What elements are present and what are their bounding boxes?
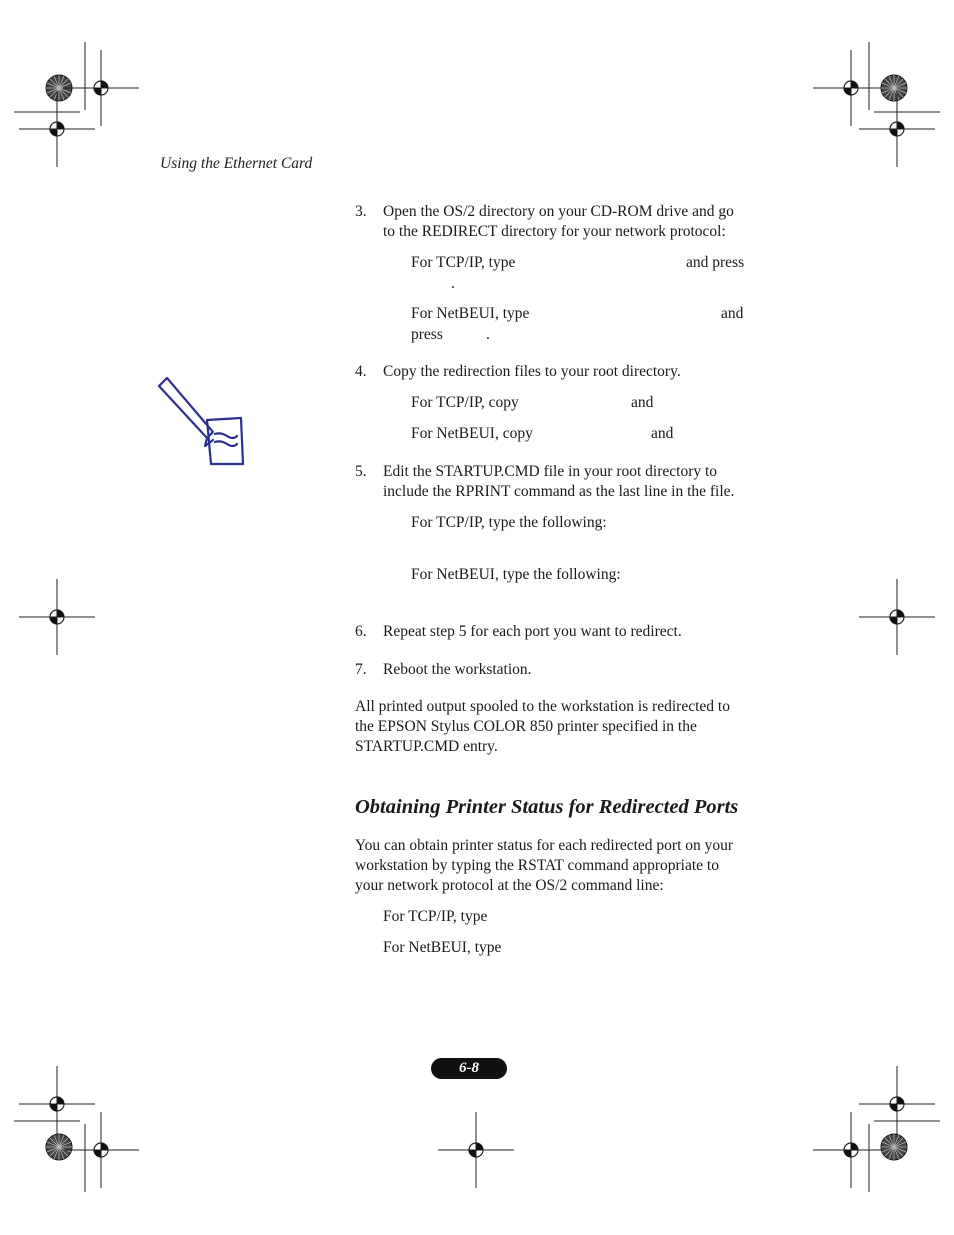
registration-mark-icon (813, 1112, 889, 1188)
step-number: 3. (355, 203, 367, 220)
step-number: 5. (355, 463, 367, 480)
registration-mark-icon (19, 1066, 95, 1142)
instruction-text: and (721, 305, 744, 322)
instruction-text: For NetBEUI, copy (411, 425, 533, 442)
page-number: 6-8 (431, 1058, 507, 1079)
paragraph-line: STARTUP.CMD entry. (355, 738, 498, 755)
step-text: Reboot the workstation. (383, 661, 532, 678)
step-number: 7. (355, 661, 367, 678)
paragraph-line: your network protocol at the OS/2 command line: (355, 877, 664, 894)
instruction-text: For TCP/IP, type the following: (411, 514, 607, 531)
instruction-text: For NetBEUI, type the following: (411, 566, 621, 583)
instruction-text: . (451, 275, 455, 292)
step-text: to the REDIRECT directory for your network protocol: (383, 223, 726, 240)
instruction-text: For TCP/IP, type (411, 254, 516, 271)
note-pencil-icon (155, 374, 251, 470)
registration-mark-icon (859, 579, 935, 655)
step-text: include the RPRINT command as the last line in the file. (383, 483, 735, 500)
registration-mark-icon (63, 1112, 139, 1188)
registration-mark-icon (859, 91, 935, 167)
instruction-text: . (486, 326, 490, 343)
color-target-icon (881, 1134, 907, 1160)
color-target-icon (881, 75, 907, 101)
step-text: Open the OS/2 directory on your CD-ROM drive and go (383, 203, 734, 220)
registration-mark-icon (19, 91, 95, 167)
instruction-text: and (651, 425, 674, 442)
paragraph-line: You can obtain printer status for each redirected port on your (355, 837, 734, 854)
instruction-text: For NetBEUI, type (383, 939, 502, 956)
paragraph-line: the EPSON Stylus COLOR 850 printer specified in the (355, 718, 697, 735)
instruction-text: and press (686, 254, 745, 271)
step-text: Repeat step 5 for each port you want to redirect. (383, 623, 682, 640)
registration-mark-icon (813, 50, 889, 126)
section-heading: Obtaining Printer Status for Redirected Ports (355, 796, 739, 818)
running-header: Using the Ethernet Card (160, 155, 313, 172)
paragraph-line: All printed output spooled to the workstation is redirected to (355, 698, 730, 715)
instruction-text: press (411, 326, 443, 343)
color-target-icon (46, 1134, 72, 1160)
step-number: 6. (355, 623, 367, 640)
step-number: 4. (355, 363, 367, 380)
step-text: Edit the STARTUP.CMD file in your root directory to (383, 463, 718, 480)
registration-mark-icon (63, 50, 139, 126)
registration-mark-icon (438, 1112, 514, 1188)
registration-mark-icon (859, 1066, 935, 1142)
paragraph-line: workstation by typing the RSTAT command appropriate to (355, 857, 719, 874)
instruction-text: For NetBEUI, type (411, 305, 530, 322)
instruction-text: For TCP/IP, copy (411, 394, 519, 411)
step-text: Copy the redirection files to your root directory. (383, 363, 681, 380)
instruction-text: and (631, 394, 654, 411)
instruction-text: For TCP/IP, type (383, 908, 488, 925)
registration-mark-icon (19, 579, 95, 655)
